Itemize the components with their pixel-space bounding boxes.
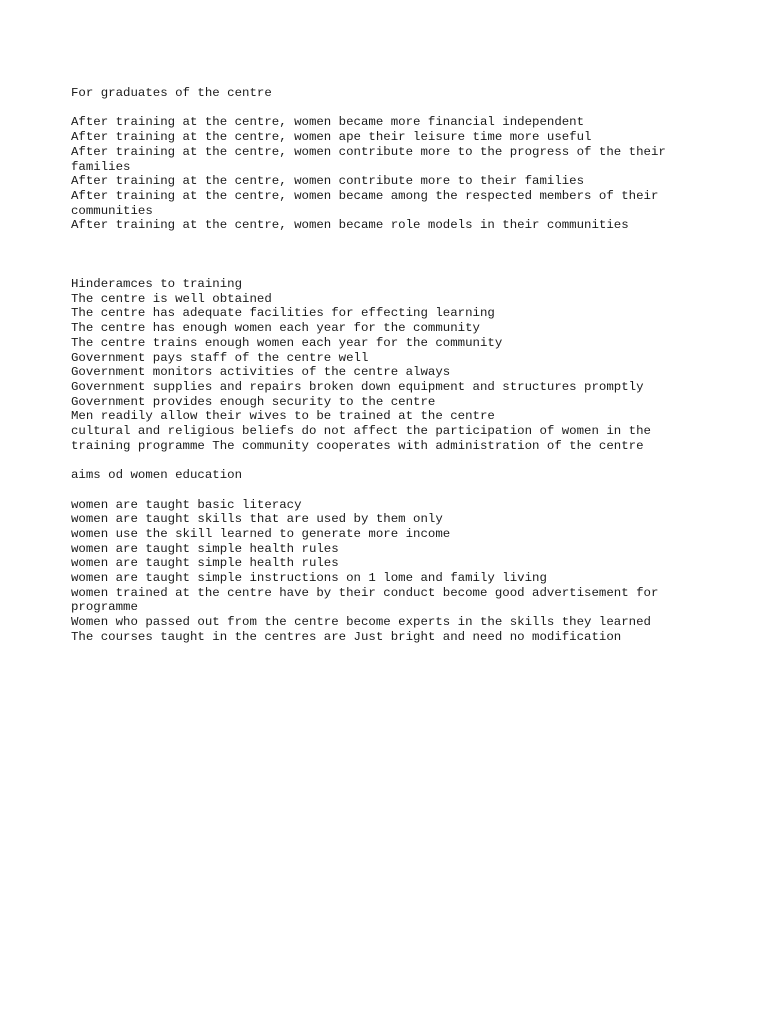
blank-line bbox=[71, 101, 711, 116]
text-line: The centre has adequate facilities for effecting learning bbox=[71, 306, 495, 321]
section-gap bbox=[71, 233, 711, 277]
text-line: The centre has enough women each year for the community bbox=[71, 321, 480, 336]
text-line: women use the skill learned to generate more income bbox=[71, 526, 451, 541]
text-line: training programme The community cooperates with administration of the centre bbox=[71, 438, 644, 453]
section-graduates bbox=[71, 86, 711, 233]
text-line: The centre is well obtained bbox=[71, 291, 272, 306]
text-line: Men readily allow their wives to be trained at the centre bbox=[71, 409, 495, 424]
text-line: women are taught basic literacy bbox=[71, 497, 302, 512]
text-line: After training at the centre, women became role models in their communities bbox=[71, 218, 629, 233]
text-line: Government provides enough security to the centre bbox=[71, 394, 436, 409]
text-line: cultural and religious beliefs do not affect the participation of women in the bbox=[71, 424, 651, 439]
text-line: Government supplies and repairs broken down equipment and structures promptly bbox=[71, 379, 644, 394]
text-line: After training at the centre, women ape their leisure time more useful bbox=[71, 130, 592, 145]
section-heading: aims od women education bbox=[71, 468, 243, 483]
text-line: Government monitors activities of the centre always bbox=[71, 365, 451, 380]
text-line: programme bbox=[71, 600, 138, 615]
text-line: After training at the centre, women became among the respected members of their bbox=[71, 188, 659, 203]
section-aims bbox=[71, 468, 711, 644]
text-line: After training at the centre, women contribute more to the progress of the their bbox=[71, 144, 666, 159]
document-page bbox=[71, 86, 711, 645]
text-line: women are taught simple health rules bbox=[71, 556, 339, 571]
text-line: The centre trains enough women each year for the community bbox=[71, 335, 503, 350]
section-hindrances bbox=[71, 277, 711, 453]
text-line: women are taught simple health rules bbox=[71, 541, 339, 556]
text-line: women trained at the centre have by their conduct become good advertisement for bbox=[71, 585, 659, 600]
section-heading: Hinderamces to training bbox=[71, 277, 243, 292]
text-line: After training at the centre, women contribute more to their families bbox=[71, 174, 585, 189]
text-line: communities bbox=[71, 203, 153, 218]
text-line: After training at the centre, women became more financial independent bbox=[71, 115, 585, 130]
blank-line bbox=[71, 453, 711, 468]
blank-line bbox=[71, 483, 711, 498]
text-line: Government pays staff of the centre well bbox=[71, 350, 369, 365]
text-line: families bbox=[71, 159, 131, 174]
section-heading: For graduates of the centre bbox=[71, 86, 272, 100]
text-line: women are taught simple instructions on 1 lome and family living bbox=[71, 571, 547, 586]
text-line: The courses taught in the centres are Just bright and need no modification bbox=[71, 629, 622, 644]
text-line: women are taught skills that are used by them only bbox=[71, 512, 443, 527]
text-line: Women who passed out from the centre become experts in the skills they learned bbox=[71, 615, 651, 630]
